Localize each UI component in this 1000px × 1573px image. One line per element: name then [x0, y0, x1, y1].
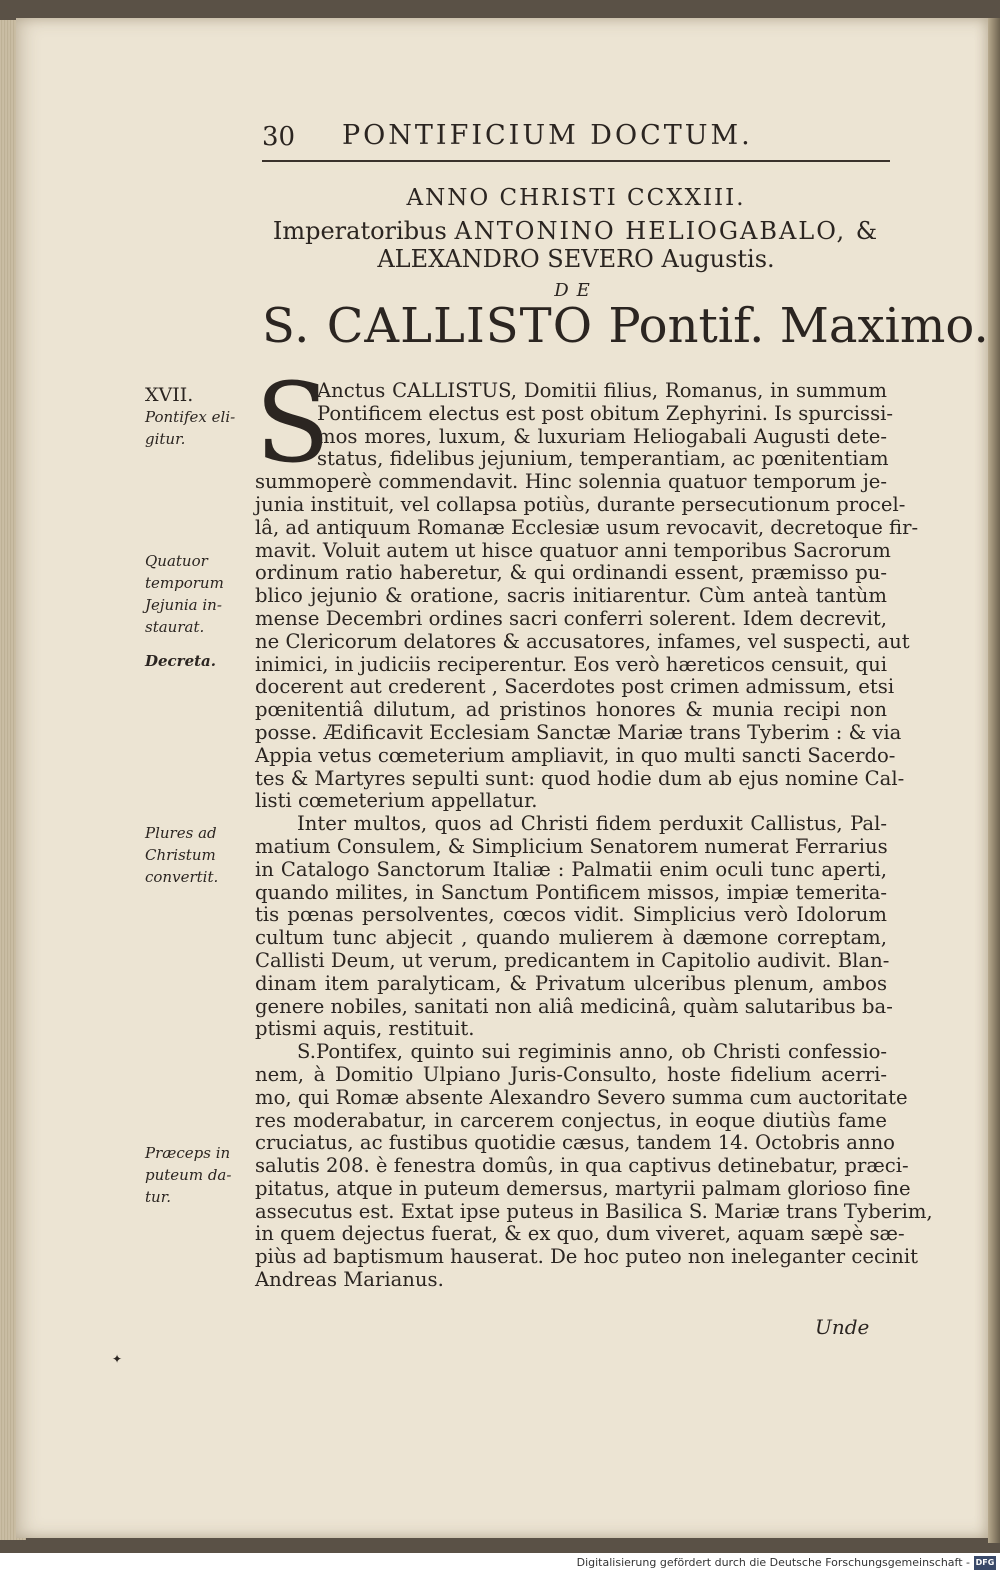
- paragraph-3: [255, 1040, 933, 1292]
- text-line: mense Decembri ordines sacri conferri solerent. Idem decrevit,: [255, 606, 887, 630]
- text-line: junia instituit, vel collapsa potiùs, durante persecutionum procel-: [255, 492, 906, 516]
- de-heading: DE: [554, 280, 598, 301]
- margin-note-line: Decreta.: [145, 652, 217, 670]
- text-line: pitatus, atque in puteum demersus, martyrii palmam glorioso fine: [255, 1176, 911, 1200]
- margin-note-1: [145, 384, 253, 450]
- margin-note-2: [145, 550, 253, 638]
- margin-note-line: temporum: [145, 574, 224, 592]
- margin-note-line: Quatuor: [145, 552, 208, 570]
- text-line: pœnitentiâ dilutum, ad pristinos honores & munia recipi non: [255, 698, 887, 722]
- footer-bar: [0, 1553, 1000, 1573]
- text-line: ne Clericorum delatores & accusatores, infames, vel suspecti, aut: [255, 629, 910, 653]
- imperatoribus-line: [262, 217, 890, 245]
- paragraph-2: [255, 812, 893, 1041]
- margin-note-line: Jejunia in-: [145, 596, 222, 614]
- text-line: genere nobiles, sanitati non aliâ medicinâ, quàm salutaribus ba-: [255, 994, 893, 1018]
- running-head: PONTIFICIUM DOCTUM.: [342, 120, 753, 151]
- text-line: assecutus est. Extat ipse puteus in Basilica S. Mariæ trans Tyberim,: [255, 1199, 933, 1223]
- dfg-logo-icon: DFG: [974, 1556, 996, 1570]
- text-line: res moderabatur, in carcerem conjectus, in eoque diutiùs fame: [255, 1108, 887, 1132]
- text-line: posse. Ædificavit Ecclesiam Sanctæ Mariæ trans Tyberim : & via: [255, 720, 902, 744]
- margin-note-line: staurat.: [145, 618, 205, 636]
- text-line: lâ, ad antiquum Romanæ Ecclesiæ usum revocavit, decretoque fir-: [255, 515, 919, 539]
- main-title: [262, 298, 989, 354]
- margin-note-line: puteum da-: [145, 1166, 232, 1184]
- paragraph-1: [255, 379, 919, 813]
- text-line: in Catalogo Sanctorum Italiæ : Palmatii enim oculi tunc aperti,: [255, 857, 887, 881]
- text-line: nem, à Domitio Ulpiano Juris-Consulto, hoste fidelium acerri-: [255, 1062, 887, 1086]
- text-line: ptismi aquis, restituit.: [255, 1017, 475, 1041]
- text-line: matium Consulem, & Simplicium Senatorem numerat Ferrarius: [255, 834, 888, 858]
- margin-note-line: tur.: [145, 1188, 171, 1206]
- margin-note-line: Pontifex eli-: [145, 408, 236, 426]
- margin-note-line: Præceps in: [145, 1144, 231, 1162]
- footer-credit: Digitalisierung gefördert durch die Deutsche Forschungsgemeinschaft -: [576, 1556, 970, 1569]
- margin-note-5: [145, 1142, 253, 1208]
- text-line: piùs ad baptismum hauserat. De hoc puteo non ineleganter cecinit: [255, 1245, 918, 1269]
- anno-heading: ANNO CHRISTI CCXXIII.: [406, 185, 746, 211]
- ink-mark: ✦: [112, 1352, 123, 1366]
- alexandro-line: [262, 245, 890, 273]
- text-line: S.Pontifex, quinto sui regiminis anno, ob Christi confessio-: [297, 1040, 887, 1064]
- text-line: tis pœnas persolventes, cœcos vidit. Simplicius verò Idolorum: [255, 903, 887, 927]
- alexandro-tail: Augustis.: [661, 245, 775, 273]
- imperatoribus-names: ANTONINO HELIOGABALO, &: [454, 217, 880, 245]
- margin-note-3: [145, 650, 253, 672]
- text-line: cultum tunc abjecit , quando mulierem à dæmone correptam,: [255, 926, 887, 950]
- text-line: Andreas Marianus.: [255, 1268, 444, 1292]
- text-line: dinam item paralyticam, & Privatum ulceribus plenum, ambos: [255, 971, 887, 995]
- text-line: status, fidelibus jejunium, temperantiam, ac pœnitentiam: [317, 447, 889, 471]
- imperatoribus-prefix: Imperatoribus: [272, 217, 447, 245]
- text-line: Callisti Deum, ut verum, predicantem in Capitolio audivit. Blan-: [255, 948, 890, 972]
- text-line: cruciatus, ac fustibus quotidie cæsus, tandem 14. Octobris anno: [255, 1131, 895, 1155]
- text-line: quando milites, in Sanctum Pontificem missos, impiæ temerita-: [255, 880, 887, 904]
- margin-note-line: Plures ad: [145, 824, 217, 842]
- text-line: Anctus CALLISTUS, Domitii filius, Romanus, in summum: [317, 379, 887, 402]
- main-title-tail: Pontif. Maximo.: [608, 298, 989, 354]
- text-line: mos mores, luxum, & luxuriam Heliogabali Augusti dete-: [317, 424, 887, 448]
- book-cover-edge: [988, 18, 1000, 1543]
- margin-note-line: gitur.: [145, 430, 186, 448]
- page-header: [262, 120, 890, 162]
- text-line: Inter multos, quos ad Christi fidem perduxit Callistus, Pal-: [297, 812, 887, 836]
- text-line: ordinum ratio haberetur, & qui ordinandi essent, præmisso pu-: [255, 561, 887, 585]
- text-line: tes & Martyres sepulti sunt: quod hodie dum ab ejus nomine Cal-: [255, 766, 905, 790]
- text-line: docerent aut crederent , Sacerdotes post crimen admissum, etsi: [255, 675, 895, 699]
- page-number: 30: [262, 122, 296, 152]
- text-line: Appia vetus cœmeterium ampliavit, in quo multi sancti Sacerdo-: [255, 743, 896, 767]
- text-line: mavit. Voluit autem ut hisce quatuor anni temporibus Sacrorum: [255, 538, 891, 562]
- text-line: salutis 208. è fenestra domûs, in qua captivus detinebatur, præci-: [255, 1154, 909, 1178]
- main-title-caps: S. CALLISTO: [262, 298, 594, 354]
- text-line: Pontificem electus est post obitum Zephyrini. Is spurcissi-: [317, 401, 894, 425]
- text-line: blico jejunio & oratione, sacris initiarentur. Cùm anteà tantùm: [255, 584, 887, 608]
- alexandro-name: ALEXANDRO SEVERO: [377, 245, 654, 273]
- margin-note-line: convertit.: [145, 868, 219, 886]
- text-line: listi cœmeterium appellatur.: [255, 789, 538, 813]
- drop-cap: S: [255, 359, 331, 487]
- text-line: summoperè commendavit. Hinc solennia quatuor temporum je-: [255, 470, 887, 494]
- text-line: in quem dejectus fuerat, & ex quo, dum viveret, aquam sæpè sæ-: [255, 1222, 905, 1246]
- text-line: mo, qui Romæ absente Alexandro Severo summa cum auctoritate: [255, 1085, 908, 1109]
- body-text: [255, 379, 933, 1292]
- margin-note-number: XVII.: [145, 384, 194, 406]
- catchword: Unde: [815, 1315, 870, 1339]
- margin-note-line: Christum: [145, 846, 216, 864]
- text-line: inimici, in judiciis reciperentur. Eos verò hæreticos censuit, qui: [255, 652, 887, 676]
- margin-note-4: [145, 822, 253, 888]
